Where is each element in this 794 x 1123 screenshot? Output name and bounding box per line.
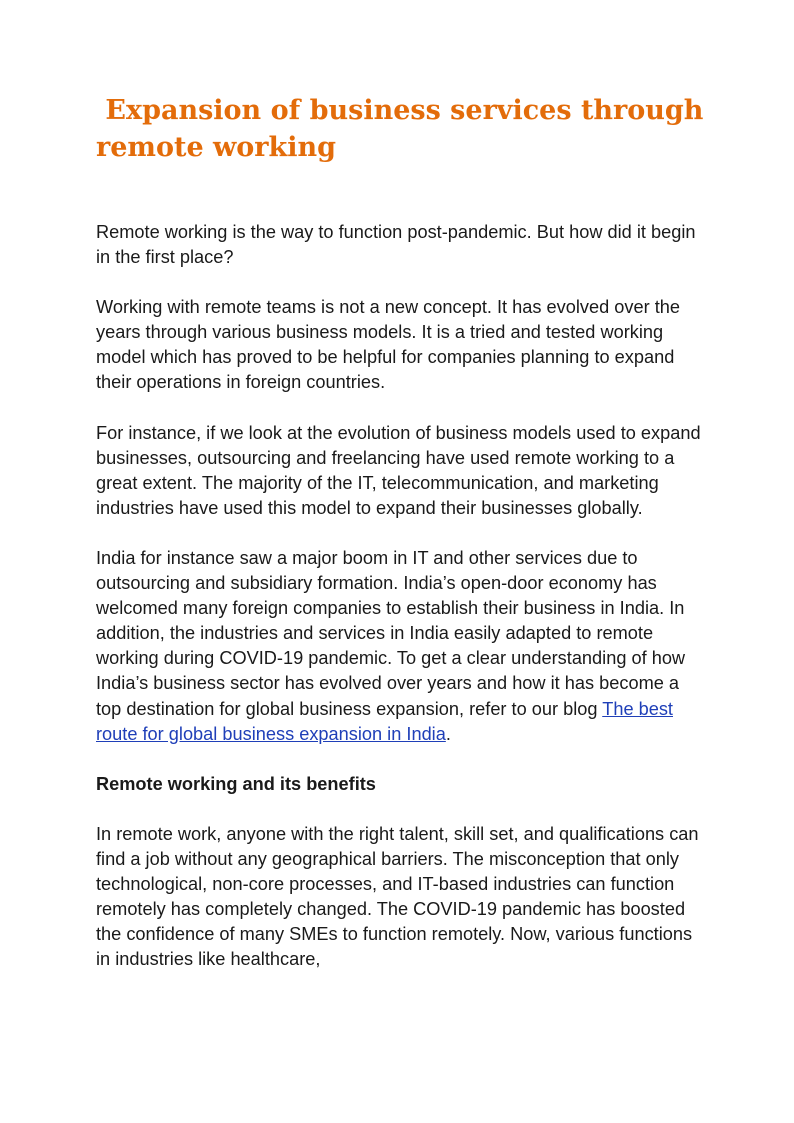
blog-link[interactable]: The best route for global business expansion in India bbox=[96, 698, 673, 744]
section-heading-benefits: Remote working and its benefits bbox=[96, 773, 376, 794]
article-title bbox=[96, 92, 706, 166]
document-page bbox=[96, 92, 706, 972]
paragraph-benefits: In remote work, anyone with the right talent, skill set, and qualifications can find a job without any geographical barriers. The misconception that only technological, non-core processes, and IT-based industries can function remotely has completely changed. The COVID-19 pandemic has boosted the confidence of many SMEs to function remotely. Now, various functions in industries like healthcare, bbox=[96, 823, 699, 970]
paragraph-india-text: India for instance saw a major boom in IT and other services due to outsourcing and subsidiary formation. India’s open-door economy has welcomed many foreign companies to establish their business in India. In addition, the industries and services in India easily adapted to remote working during COVID-19 pandemic. To get a clear understanding of how India’s business sector has evolved over years and how it has become a top destination for global business expansion, refer to our blog bbox=[96, 547, 686, 719]
paragraph-business-models: For instance, if we look at the evolution of business models used to expand businesses, outsourcing and freelancing have used remote working to a great extent. The majority of the IT, telecommunication, and marketing industries have used this model to expand their businesses globally. bbox=[96, 422, 701, 518]
paragraph-india-end: . bbox=[445, 723, 451, 744]
paragraph-remote-teams: Working with remote teams is not a new concept. It has evolved over the years through various business models. It is a tried and tested working model which has proved to be helpful for companies planning to expand their operations in foreign countries. bbox=[96, 297, 680, 393]
title-leading-space bbox=[96, 95, 105, 126]
paragraph-intro: Remote working is the way to function post-pandemic. But how did it begin in the first place? bbox=[96, 222, 696, 268]
paragraph-india bbox=[96, 546, 706, 747]
article-title-text: Expansion of business services through remote working bbox=[96, 95, 704, 163]
